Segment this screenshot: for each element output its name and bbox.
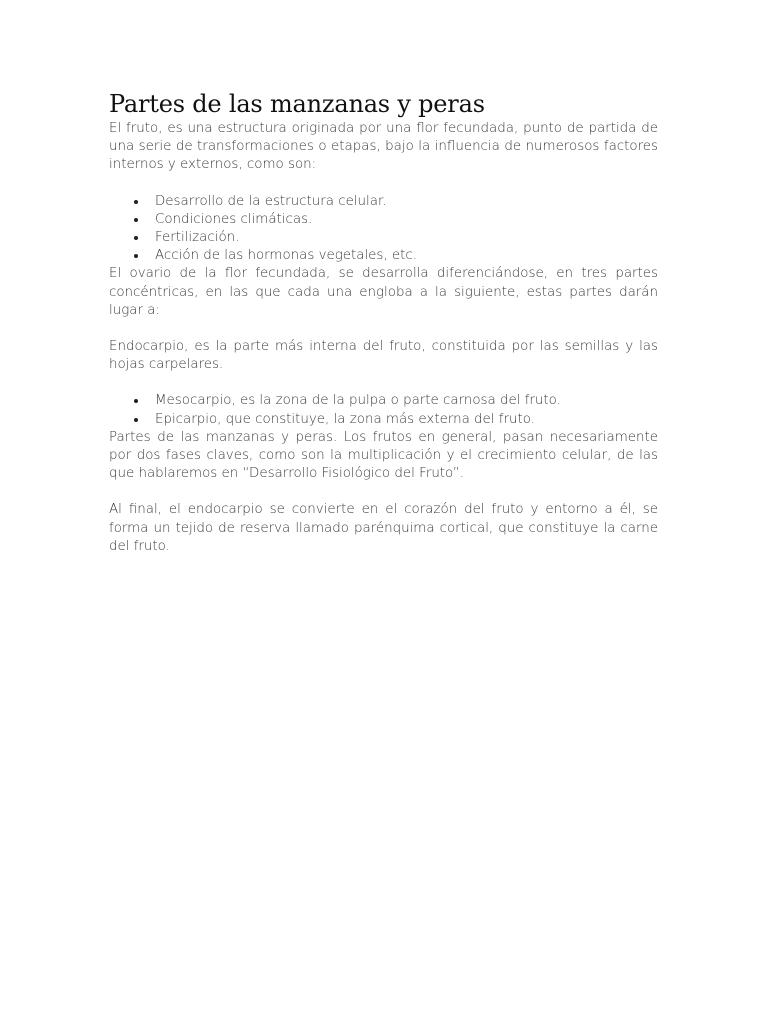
list-item-text: Condiciones climáticas. (155, 211, 313, 227)
list-item-text: Acción de las hormonas vegetales, etc. (155, 248, 418, 264)
bullet-icon (134, 254, 138, 258)
list-item-text: Epicarpio, que constituye, la zona más externa del fruto. (155, 411, 535, 427)
list-item (155, 211, 658, 229)
bullet-icon (134, 236, 138, 240)
list-item (155, 193, 658, 211)
list-item (155, 392, 658, 410)
list-item (155, 229, 658, 247)
final-paragraph: Al final, el endocarpio se convierte en el corazón del fruto y entorno a él, se forma un tejido de reserva llamado parénquima cortical, que constituye la carne del fruto. (109, 502, 658, 554)
endocarp-paragraph: Endocarpio, es la parte más interna del fruto, constituida por las semillas y las hojas carpelares. (109, 339, 658, 373)
list-item-text: Desarrollo de la estructura celular. (155, 193, 387, 209)
list-item (155, 247, 658, 265)
list-item-text: Mesocarpio, es la zona de la pulpa o parte carnosa del fruto. (155, 393, 561, 409)
document-page (109, 88, 658, 556)
bullet-icon (134, 218, 138, 222)
ovary-paragraph: El ovario de la flor fecundada, se desarrolla diferenciándose, en tres partes concéntricas, en las que cada una engloba a la siguiente, estas partes darán lugar a: (109, 266, 658, 318)
list-item (155, 411, 658, 429)
bullet-icon (134, 200, 138, 204)
bullet-icon (134, 399, 138, 403)
factors-list (109, 193, 658, 266)
bullet-icon (134, 418, 138, 422)
page-title: Partes de las manzanas y peras (109, 90, 485, 118)
phases-paragraph: Partes de las manzanas y peras. Los frutos en general, pasan necesariamente por dos fases claves, como son la multiplicación y el crecimiento celular, de las que hablaremos en “Desarrollo Fisiológico del Fruto”. (109, 429, 658, 482)
intro-paragraph: El fruto, es una estructura originada por una flor fecundada, punto de partida de una serie de transformaciones o etapas, bajo la influencia de numerosos factores internos y externos, como son: (109, 121, 658, 173)
fruit-parts-list (109, 392, 658, 428)
list-item-text: Fertilización. (155, 230, 240, 246)
